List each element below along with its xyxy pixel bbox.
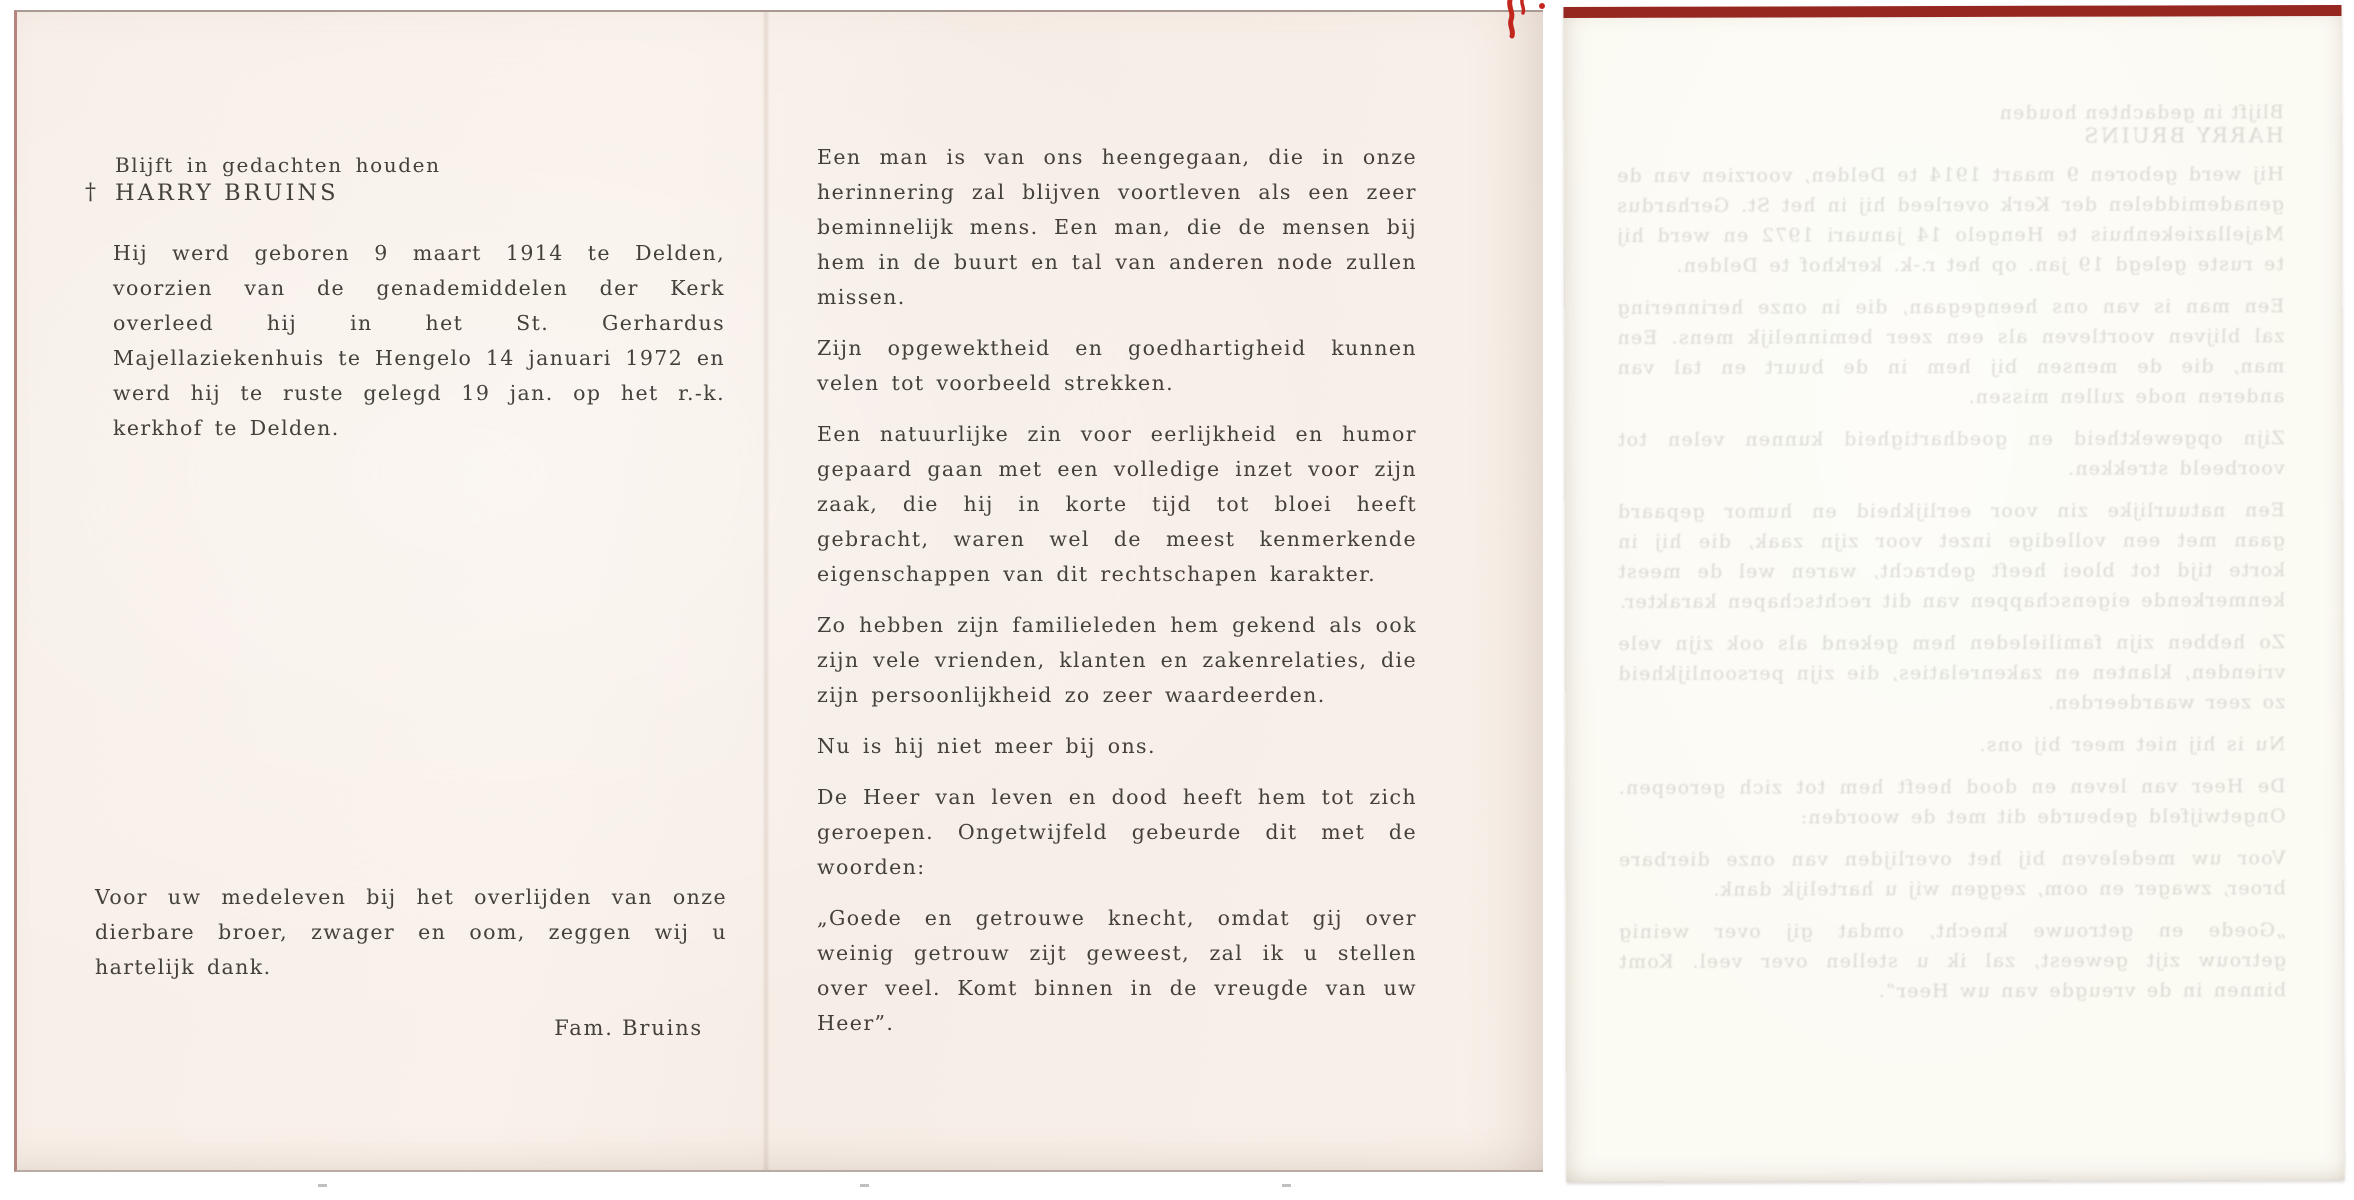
eulogy-paragraph: Een man is van ons heengegaan, die in onze herinnering zal blijven voortleven als een zeer beminnelijk mens. Een man, die de mensen bij hem in de buurt en tal van anderen node zullen missen. — [817, 145, 1417, 309]
scan-artifact — [318, 1184, 327, 1187]
life-dates-paragraph: Hij werd geboren 9 maart 1914 te Delden, voorzien van de genademiddelen der Kerk overleed hij in het St. Gerhardus Majellaziekenhuis te Hengelo 14 januari 1972 en werd hij te ruste gelegd 19 jan. op het r.-k. kerkhof te Delden. — [113, 241, 725, 440]
card-back-page — [1563, 5, 2344, 1182]
eulogy-paragraph: Nu is hij niet meer bij ons. — [817, 734, 1156, 758]
bleed-intro: Blijft in gedachten houden — [1998, 102, 2284, 124]
family-signature: Fam. Bruins — [554, 1016, 703, 1040]
red-squiggle-icon — [1498, 0, 1554, 40]
red-ink-mark — [1498, 0, 1554, 40]
card-inner-spread — [14, 10, 1543, 1172]
thanks-paragraph: Voor uw medeleven bij het overlijden van onze dierbare broer, zwager en oom, zeggen wij u hartelijk dank. — [95, 885, 727, 979]
bleed-paragraph: „Goede en getrouwe knecht, omdat gij over weinig getrouw zijt geweest, zal ik u stellen over veel. Komt binnen in de vreugde van uw Heer”. — [1617, 919, 2287, 1003]
bleed-name: HARRY BRUINS — [2081, 123, 2284, 148]
bleed-paragraph: De Heer van leven en dood heeft hem tot zich geroepen. Ongetwijfeld gebeurde dit met de woorden: — [1617, 775, 2286, 829]
bleed-paragraph: Zo hebben zijn familieleden hem gekend als ook zijn vele vrienden, klanten en zakenrelaties, die zijn persoonlijkheid zo zeer waardeerden. — [1617, 631, 2286, 714]
bleed-paragraph: Een man is van ons heengegaan, die in onze herinnering zal blijven voortleven als een zeer beminnelijk mens. Een man, die de mensen bij hem in de buurt en tal van anderen node zullen missen. — [1616, 295, 2285, 408]
eulogy-paragraph: Zo hebben zijn familieleden hem gekend als ook zijn vele vrienden, klanten en zakenrelaties, die zijn persoonlijkheid zo zeer waardeerden. — [817, 613, 1417, 707]
scan-artifact — [860, 1184, 869, 1187]
scripture-quote: „Goede en getrouwe knecht, omdat gij over weinig getrouw zijt geweest, zal ik u stellen over veel. Komt binnen in de vreugde van uw Heer”. — [817, 906, 1417, 1035]
page-middle — [817, 12, 1417, 1170]
bleed-paragraph: Nu is hij niet meer bij ons. — [1978, 733, 2286, 756]
deceased-name: HARRY BRUINS — [115, 180, 339, 206]
page-left — [85, 12, 727, 1170]
bleed-paragraph: Een natuurlijke zin voor eerlijkheid en humor gepaard gaan met een volledige inzet voor zijn zaak, die hij in korte tijd tot bloei heeft gebracht, waren wel de meest kenmerkende eigenschappen van dit rechtschapen karakter. — [1616, 499, 2286, 613]
bleedthrough-text — [1616, 102, 2286, 1007]
eulogy-paragraph: De Heer van leven en dood heeft hem tot zich geroepen. Ongetwijfeld gebeurde dit met de woorden: — [817, 785, 1417, 879]
fold-crease — [762, 12, 770, 1170]
eulogy-paragraph: Een natuurlijke zin voor eerlijkheid en humor gepaard gaan met een volledige inzet voor zijn zaak, die hij in korte tijd tot bloei heeft gebracht, waren wel de meest kenmerkende eigenschappen van dit rechtschapen karakter. — [817, 422, 1417, 586]
eulogy-paragraph: Zijn opgewektheid en goedhartigheid kunnen velen tot voorbeeld strekken. — [817, 336, 1417, 395]
deceased-name-line — [85, 180, 339, 206]
bleed-paragraph: Hij werd geboren 9 maart 1914 te Delden, voorzien van de genademiddelen der Kerk overleed hij in het St. Gerhardus Majellaziekenhuis te Hengelo 14 januari 1972 en werd hij te ruste gelegd 19 jan. op het r.-k. kerkhof te Delden. — [1615, 163, 2285, 277]
bleed-paragraph: Voor uw medeleven bij het overlijden van onze dierbare broer, zwager en oom, zeggen wij u hartelijk dank. — [1617, 847, 2286, 901]
bleed-paragraph: Zijn opgewektheid en goedhartigheid kunnen velen tot voorbeeld strekken. — [1616, 427, 2285, 480]
scan-artifact — [1282, 1184, 1291, 1187]
memorial-intro: Blijft in gedachten houden — [115, 153, 441, 177]
cross-symbol: † — [85, 180, 99, 205]
